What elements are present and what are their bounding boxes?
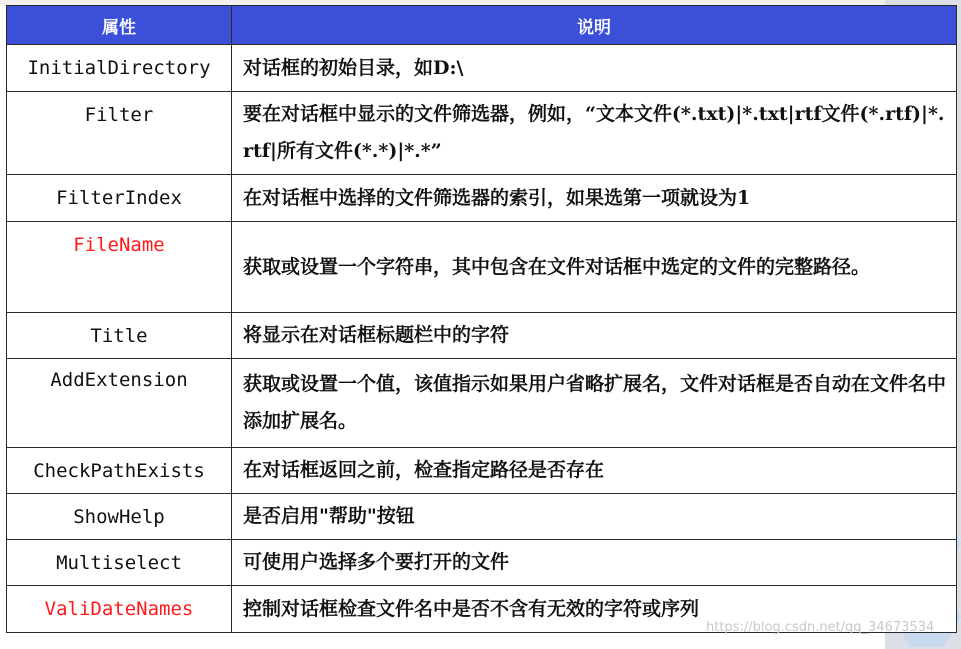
property-name-highlighted: FileName: [7, 222, 232, 313]
table-row: [7, 92, 957, 175]
description-column-header: 说明: [232, 6, 957, 45]
property-table: [6, 5, 957, 633]
property-description: 获取或设置一个值，该值指示如果用户省略扩展名，文件对话框是否自动在文件名中添加扩展名。: [232, 359, 957, 448]
property-column-header: 属性: [7, 6, 232, 45]
property-name: ShowHelp: [7, 494, 232, 540]
table-row: [7, 494, 957, 540]
property-description: 将显示在对话框标题栏中的字符: [232, 313, 957, 359]
table-row: [7, 313, 957, 359]
property-name: Filter: [7, 92, 232, 175]
property-name: AddExtension: [7, 359, 232, 448]
property-description: 在对话框中选择的文件筛选器的索引，如果选第一项就设为1: [232, 175, 957, 222]
property-description: 是否启用"帮助"按钮: [232, 494, 957, 540]
property-description: 对话框的初始目录，如D:\: [232, 45, 957, 92]
property-description: 可使用户选择多个要打开的文件: [232, 540, 957, 586]
property-name: Title: [7, 313, 232, 359]
property-name-highlighted: ValiDateNames: [7, 586, 232, 633]
table-row: [7, 359, 957, 448]
table-row: [7, 448, 957, 494]
table-row: [7, 540, 957, 586]
property-name: FilterIndex: [7, 175, 232, 222]
table-header-row: [7, 6, 957, 45]
property-name: Multiselect: [7, 540, 232, 586]
table-row: [7, 175, 957, 222]
property-name: CheckPathExists: [7, 448, 232, 494]
watermark-url: https://blog.csdn.net/qq_34673534: [706, 620, 935, 635]
table-row: [7, 45, 957, 92]
property-name: InitialDirectory: [7, 45, 232, 92]
property-description: 控制对话框检查文件名中是否不含有无效的字符或序列: [232, 586, 957, 633]
table-row: [7, 222, 957, 313]
property-description: 在对话框返回之前，检查指定路径是否存在: [232, 448, 957, 494]
property-description: 获取或设置一个字符串，其中包含在文件对话框中选定的文件的完整路径。: [232, 222, 957, 313]
property-description: 要在对话框中显示的文件筛选器，例如，“文本文件(*.txt)|*.txt|rtf文件(*.rtf)|*.rtf|所有文件(*.*)|*.*”: [232, 92, 957, 175]
